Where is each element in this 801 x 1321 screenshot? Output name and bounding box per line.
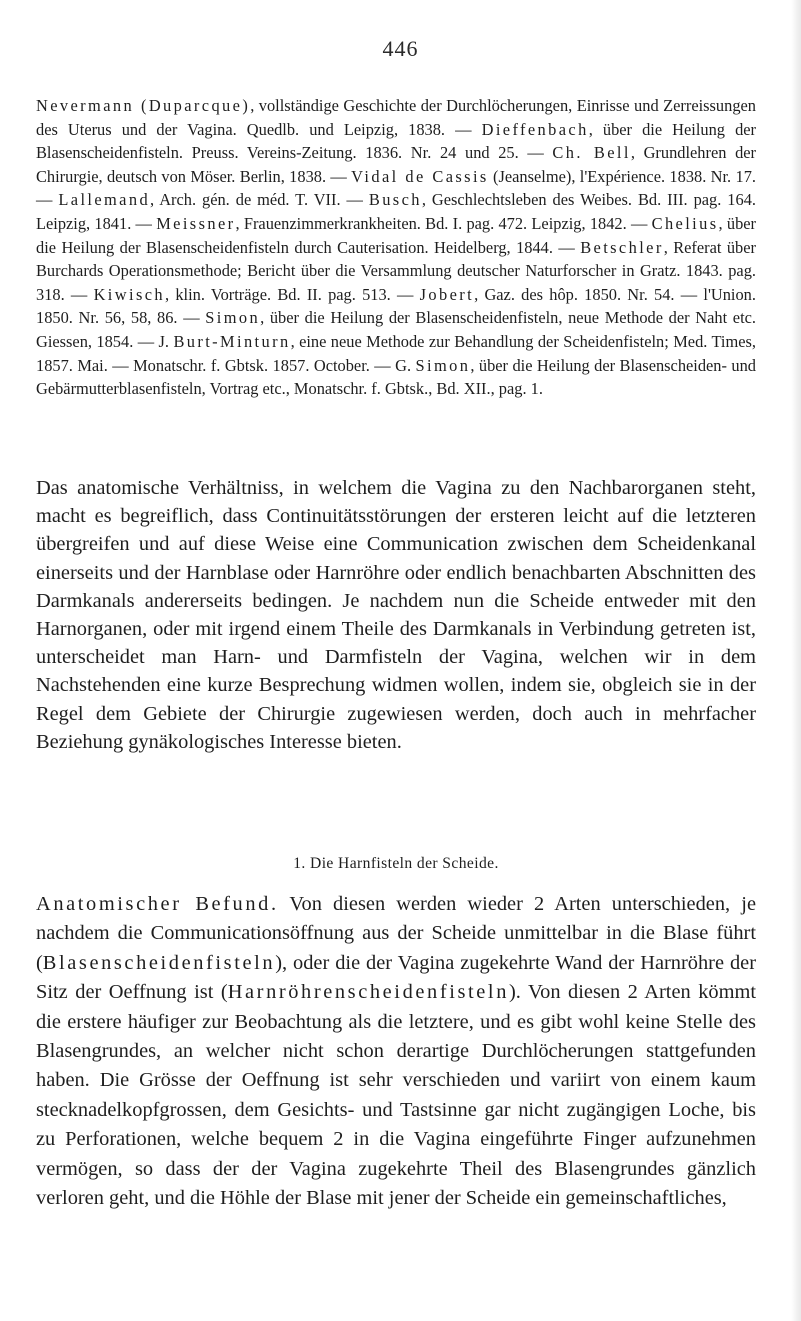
- ref-text: , Geschlechtsleben des Weibes. Bd. III. pag. 164. Leipzig, 1841. —: [36, 190, 756, 233]
- ref-spaced-name: Betschler: [580, 237, 664, 257]
- bibliography-references: [36, 94, 756, 401]
- ref-spaced-name: Chelius: [651, 213, 719, 233]
- ref-text: , eine neue Methode zur Behandlung der Scheidenfisteln; Med. Times, 1857. Mai. — Monatschr. f. Gbtsk. 1857. October. — G.: [36, 331, 756, 375]
- ref-text: , über die Heilung der Blasenscheidenfisteln, neue Methode der Naht etc. Giessen, 1854. — J.: [36, 308, 757, 351]
- ref-spaced-name: Busch: [368, 190, 422, 210]
- ref-text: , Referat über Burchards Operationsmethode; Bericht über die Versammlung deutscher Naturforscher in Gratz. 1843. pag. 318. —: [36, 237, 756, 304]
- ref-spaced-name: Nevermann (Duparcque): [36, 96, 251, 115]
- section-paragraph-block: [36, 890, 756, 1213]
- ref-text: , klin. Vorträge. Bd. II. pag. 513. —: [165, 284, 420, 304]
- intro-paragraph: Das anatomische Verhältniss, in welchem die Vagina zu den Nachbarorganen steht, macht es begreiflich, dass Continuitätsstörungen der ersteren leicht auf die letzteren übergreifen und auf diese Weise eine Communication zwischen dem Scheidenkanal einerseits und der Harnblase oder Harnröhre oder endlich benachbarten Abschnitten des Darmkanals andererseits bedingen. Je nachdem nun die Scheide entweder mit den Harnorganen, oder mit irgend einem Theile des Darmkanals in Verbindung getreten ist, unterscheidet man Harn- und Darmfisteln der Vagina, welchen wir in dem Nachstehenden eine kurze Besprechung widmen wollen, indem sie, obgleich sie in der Regel dem Gebiete der Chirurgie zugewiesen werden, doch auch in mehrfacher Beziehung gynäkologisches Interesse bieten.: [36, 477, 756, 753]
- ref-text: , vollständige Geschichte der Durchlöcherungen, Einrisse und Zerreissungen des Uterus und der Vagina. Quedlb. und Leipzig, 1838. —: [36, 96, 756, 139]
- ref-text: (Jeanselme), l'Expérience. 1838. Nr. 17. —: [36, 166, 756, 210]
- ref-spaced-name: Lallemand: [58, 190, 151, 210]
- section-text: ). Von diesen 2 Arten kömmt die erstere häufiger zur Beobachtung als die letztere, und es gibt wohl keine Stelle des Blasengrundes, an welcher nicht schon derartige Durchlöcherungen stattgefunden haben. Die Grösse der Oeffnung ist sehr verschieden und variirt von einem kaum stecknadelkopfgrossen, dem Gesichts- und Tastsinne gar nicht zugängigen Loche, bis zu Perforationen, welche bequem 2 in die Vagina eingeführte Finger aufzunehmen vermögen, so dass der der Vagina zugekehrte Theil des Blasengrundes gänzlich verloren geht, und die Höhle der Blase mit jener der Scheide ein gemeinschaftliches,: [36, 981, 757, 1210]
- ref-spaced-name: Vidal de Cassis: [351, 166, 489, 186]
- ref-spaced-name: Dieffenbach: [481, 119, 589, 139]
- intro-paragraph-block: [36, 474, 756, 756]
- ref-text: , über die Heilung der Blasenscheiden- und Gebärmutterblasenfisteln, Vortrag etc., Monatschr. f. Gbtsk., Bd. XII., pag. 1.: [36, 355, 756, 399]
- ref-spaced-name: Ch. Bell: [552, 143, 631, 163]
- section-spaced-name: Harnröhrenscheidenfisteln: [227, 981, 509, 1004]
- ref-spaced-name: Simon: [205, 308, 261, 328]
- section-text: Von diesen werden wieder 2 Arten unterschieden, je nachdem die Communicationsöffnung aus der Scheide unmittelbar in die Blase führt (: [36, 893, 756, 974]
- ref-spaced-name: Kiwisch: [93, 284, 165, 304]
- ref-spaced-name: Simon: [415, 355, 471, 375]
- ref-text: , über die Heilung der Blasenscheidenfisteln. Preuss. Vereins-Zeitung. 1836. Nr. 24 und 25. —: [36, 119, 756, 163]
- section-text: ), oder die der Vagina zugekehrte Wand der Harnröhre der Sitz der Oeffnung ist (: [36, 951, 756, 1004]
- ref-text: , Arch. gén. de méd. T. VII. —: [150, 190, 369, 210]
- section-paragraph: [36, 890, 756, 1213]
- ref-spaced-name: Meissner: [156, 213, 236, 233]
- ref-text: , Grundlehren der Chirurgie, deutsch von Möser. Berlin, 1838. —: [36, 143, 756, 186]
- ref-spaced-name: Jobert: [419, 284, 475, 304]
- section-spaced-name: Anatomischer Befund.: [36, 893, 279, 915]
- page-number: 446: [382, 36, 419, 61]
- section-heading: 1. Die Harnfisteln der Scheide.: [293, 855, 499, 872]
- ref-text: , Gaz. des hôp. 1850. Nr. 54. — l'Union. 1850. Nr. 56, 58, 86. —: [36, 284, 756, 328]
- page-edge-shadow: [791, 0, 801, 1321]
- ref-text: , über die Heilung der Blasenscheidenfisteln durch Cauterisation. Heidelberg, 1844. —: [36, 213, 756, 257]
- section-spaced-name: Blasenscheidenfisteln: [42, 951, 276, 974]
- ref-text: , Frauenzimmerkrankheiten. Bd. I. pag. 472. Leipzig, 1842. —: [235, 213, 652, 233]
- ref-spaced-name: Burt-Minturn: [173, 331, 291, 351]
